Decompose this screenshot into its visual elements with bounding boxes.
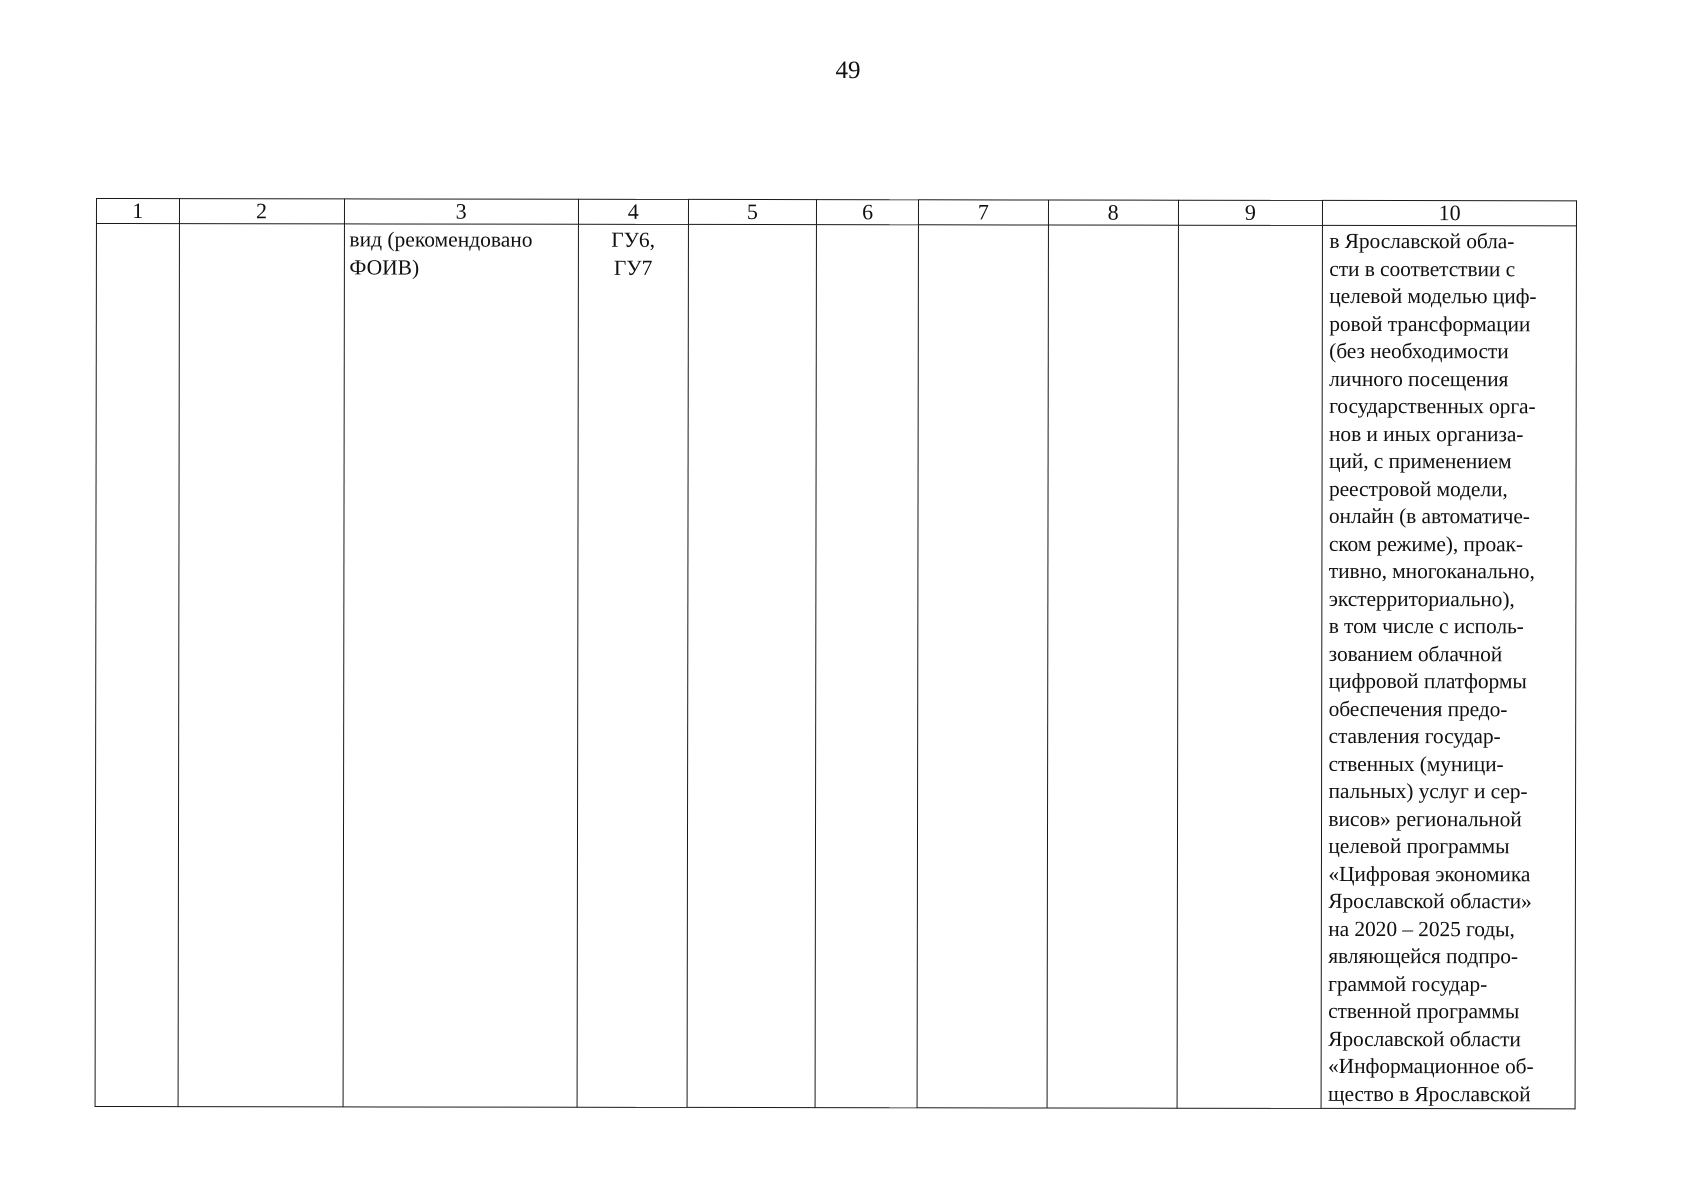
table-row (95, 224, 1576, 1109)
cell-text-8 (1049, 225, 1178, 227)
column-header-2: 2 (179, 199, 344, 224)
table-cell-2 (178, 224, 344, 1107)
table-header-row (96, 199, 1576, 226)
cell-text-10: в Ярославской обла- сти в соответствии с целевой моделью циф- ровой трансформации (без необходимости личного посещения государственных орга- нов и иных организа- ций, с применением реестровой модели, онлайн (в автоматиче- ском режиме), проак- тивно, многоканально, экстерриториально), в том числе с исполь- зованием облачной цифровой платформы обеспечения предо- ставления государ- ственных (муници- пальных) услуг и сер- висов» региональной целевой программы «Цифровая экономика Ярославской области» на 2020 – 2025 годы, являющейся подпро- граммой государ- ственной программы Ярославской области «Информационное об- щество в Ярославской (1327, 228, 1537, 1106)
column-header-4: 4 (578, 199, 688, 224)
column-header-1: 1 (96, 199, 179, 224)
column-header-5: 5 (688, 199, 817, 224)
document-table (95, 198, 1577, 1109)
column-header-9: 9 (1178, 200, 1323, 225)
cell-text-1 (97, 224, 179, 226)
table-cell-9 (1177, 225, 1323, 1108)
column-header-6: 6 (817, 200, 919, 225)
page-number: 49 (835, 57, 861, 84)
cell-text-7 (919, 225, 1048, 227)
table-cell-7 (917, 225, 1048, 1108)
table-cell-8 (1047, 225, 1178, 1108)
table-cell-10 (1321, 225, 1576, 1108)
cell-text-3: вид (рекомендовано ФОИВ) (349, 227, 533, 280)
cell-text-9 (1178, 226, 1322, 228)
table-cell-6 (815, 225, 918, 1108)
table-cell-4 (577, 224, 688, 1107)
table-cell-1 (95, 224, 179, 1107)
cell-text-4: ГУ6, ГУ7 (611, 227, 656, 280)
column-header-7: 7 (918, 200, 1048, 225)
table-cell-3 (343, 224, 579, 1107)
table-cell-5 (687, 224, 817, 1107)
column-header-10: 10 (1323, 200, 1577, 225)
column-header-3: 3 (344, 199, 578, 224)
cell-text-2 (179, 224, 343, 226)
cell-text-6 (817, 225, 918, 227)
column-header-8: 8 (1048, 200, 1178, 225)
cell-text-5 (689, 225, 817, 227)
